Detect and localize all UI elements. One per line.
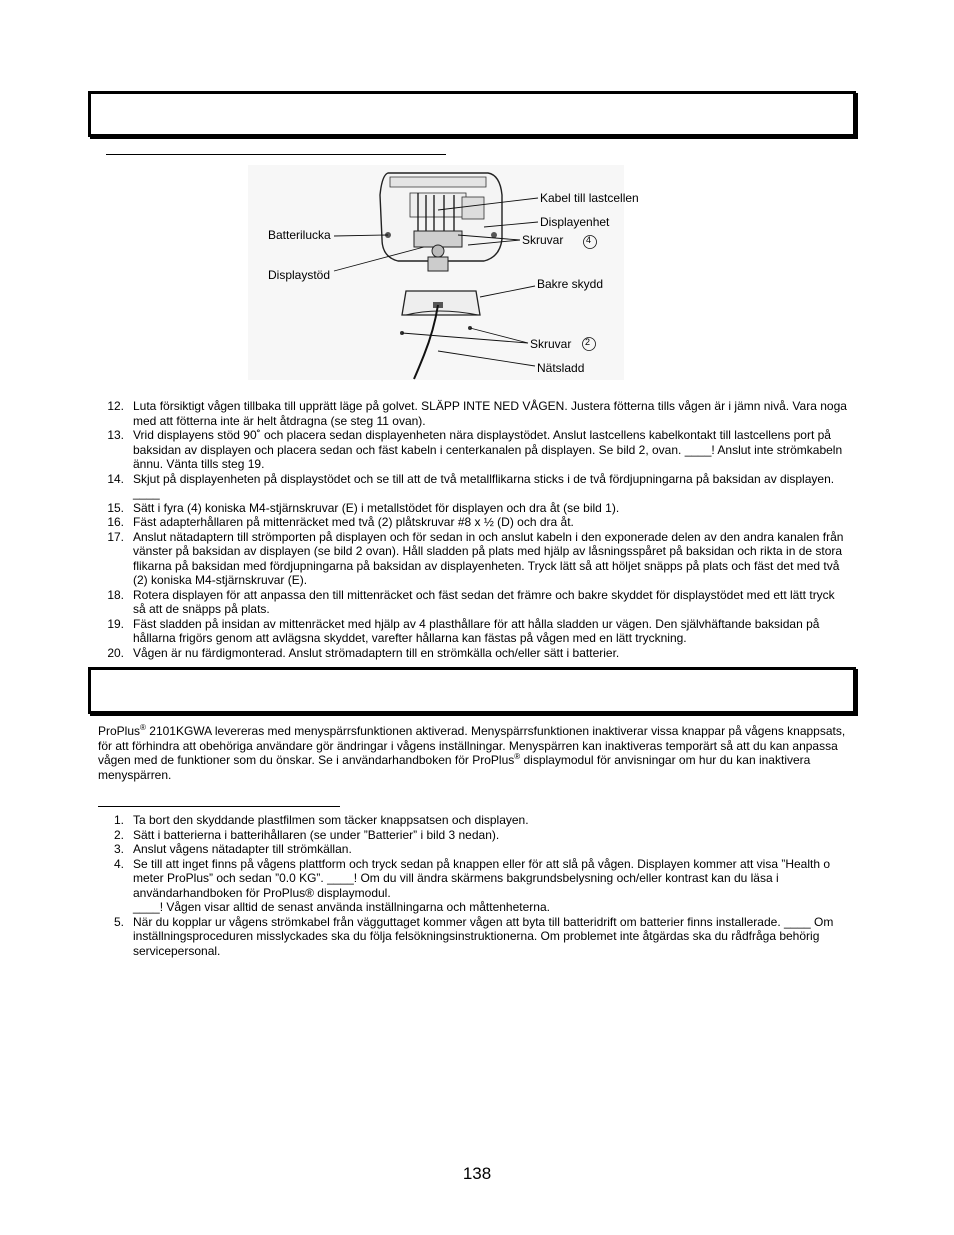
list-item: 5. När du kopplar ur vågens strömkabel från vägguttaget kommer vågen att byta till batteridrift om batterier finns installerade. ____ Om inställningsproceduren misslyckades ska du följa felsökningsinstruktionerna. Om problemet inte åtgärdas ska du rådfråga behörig servicepersonal. bbox=[113, 914, 834, 958]
label-skruvar-bottom: Skruvar bbox=[530, 337, 572, 351]
list-item: 12. Luta försiktigt vågen tillbaka till upprätt läge på golvet. SLÄPP INTE NED VÅGEN. Justera fötterna tills vågen är i jämn nivå. Vara noga med att fötterna inte är helt åtdragna (se steg 11 ovan). bbox=[107, 399, 847, 428]
list-item: 2. Sätt i batterierna i batterihållaren (se under ”Batterier” i bild 3 nedan). bbox=[113, 827, 500, 842]
label-skruvar-top: Skruvar bbox=[522, 233, 564, 247]
label-kabel-till-lastcellen: Kabel till lastcellen bbox=[540, 191, 639, 205]
label-skruvar-top-count: 4 bbox=[586, 235, 592, 245]
list-item: 15. Sätt i fyra (4) koniska M4-stjärnskruvar (E) i metallstödet för displayen och dra åt (se bild 1). bbox=[107, 500, 620, 515]
label-natsladd: Nätsladd bbox=[537, 361, 585, 375]
label-batterilucka: Batterilucka bbox=[268, 228, 331, 242]
label-displayenhet: Displayenhet bbox=[540, 215, 610, 229]
assembly-steps-list bbox=[98, 399, 850, 660]
list-item: 3. Anslut vågens nätadapter till strömkällan. bbox=[113, 842, 352, 856]
page-number: 138 bbox=[462, 1164, 492, 1183]
subheading-rule bbox=[106, 154, 446, 155]
list-item: 1. Ta bort den skyddande plastfilmen som täcker knappsatsen och displayen. bbox=[113, 813, 529, 827]
section-header-box bbox=[88, 91, 856, 137]
startup-steps-list bbox=[98, 813, 842, 958]
section-header-box-2 bbox=[88, 667, 856, 714]
list-item: 4. Se till att inget finns på vågens plattform och tryck sedan på knappen eller för att slå på vågen. Displayen kommer att visa ”Health o meter ProPlus” och sedan ”0.0 KG”. ____! Om du vill ändra skärmens bakgrundsbelysning och/eller kontrast kan du läsa i användarhandboken för ProPlus® displaymodul. ____! Vågen visar alltid de senast använda inställningarna och måttenheterna. bbox=[113, 856, 831, 914]
list-item: 16. Fäst adapterhållaren på mittenräcket med två (2) plåtskruvar #8 x ½ (D) och dra åt. bbox=[107, 515, 574, 529]
subheading-rule-2 bbox=[98, 806, 340, 807]
label-displaystod: Displaystöd bbox=[268, 268, 331, 282]
list-item: 14. Skjut på displayenheten på displaystödet och se till att de två metallflikarna sticks i de två fördjupningarna på baksidan av displayen. ____ bbox=[107, 471, 835, 500]
list-item: 17. Anslut nätadaptern till strömporten på displayen och för sedan in och anslut kabeln i den exponerade delen av den andra kanalen från vänster på baksidan av displayen (se bild 2 ovan). Håll sladden på plats med hjälp av låsningsspåret på baksidan och rikta in de stora flikarna på baksidan med fördjupningarna på baksidan av displayenheten. Tryck lätt så att höljet snäpps på plats och fäst det med två (2) koniska M4-stjärnskruvar (E). bbox=[107, 529, 844, 587]
menu-lock-intro: ProPlus® 2101KGWA levereras med menyspärrsfunktionen aktiverad. Menyspärrsfunktionen inaktiverar vissa knappar på vågens knappsats, för att förhindra att obehöriga användare gör ändringar i vågens inställningar. Menyspärren kan inaktiveras temporärt så att du kan anpassa vågen med de funktioner som du önskar. Se i användarhandboken för ProPlus® displaymodul för anvisningar om hur du kan inaktivera menyspärren. bbox=[98, 723, 846, 782]
label-bakre-skydd: Bakre skydd bbox=[537, 277, 604, 291]
list-item: 20. Vågen är nu färdigmonterad. Anslut strömadaptern till en strömkälla och/eller sätt i batterier. bbox=[107, 645, 620, 660]
list-item: 18. Rotera displayen för att anpassa den till mittenräcket och fäst sedan det främre och bakre skyddet för displaystödet med ett lätt tryck så att de snäpps på plats. bbox=[107, 587, 835, 616]
label-skruvar-bottom-count: 2 bbox=[585, 337, 591, 347]
list-item: 19. Fäst sladden på insidan av mittenräcket med hjälp av 4 plasthållare för att hålla sladden ur vägen. Den självhäftande baksidan på hållarna frigörs genom att avlägsna skyddet, varefter hållarna kan fästas på vågen med en lätt tryckning. bbox=[107, 616, 820, 645]
list-item: 13. Vrid displayens stöd 90˚ och placera sedan displayenheten nära displaystödet. Anslut lastcellens kabelkontakt till lastcellens port på baksidan av displayen och placera sedan och fäst kabeln i centerkanalen på displayen. Se bild 2, ovan. ____! Anslut inte strömkabeln ännu. Vänta tills steg 19. bbox=[107, 428, 843, 471]
display-assembly-figure bbox=[248, 165, 639, 380]
